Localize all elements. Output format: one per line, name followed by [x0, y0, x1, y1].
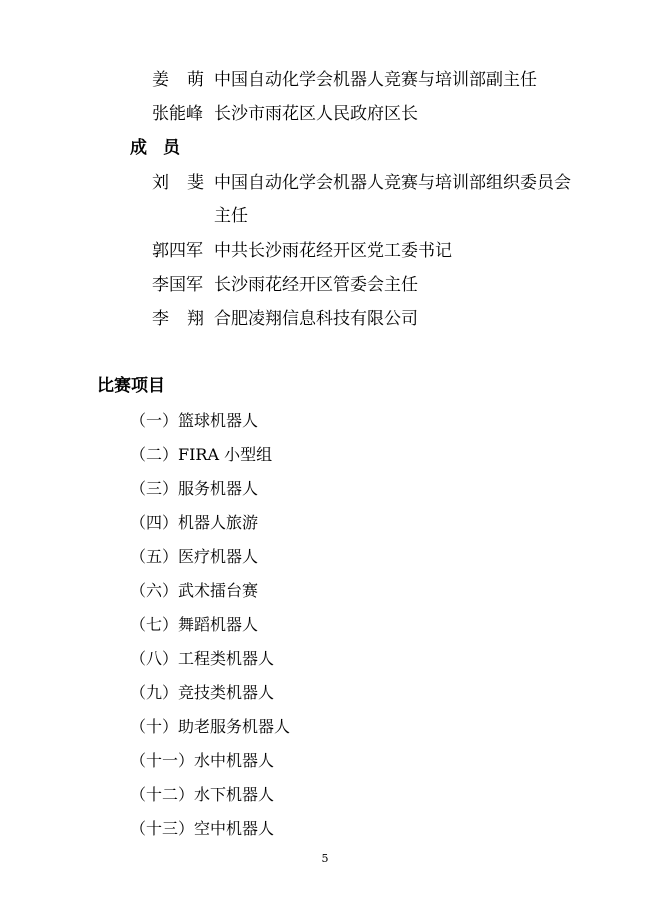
person-role: 中国自动化学会机器人竞赛与培训部组织委员会	[214, 173, 571, 193]
list-item: （一）篮球机器人	[130, 411, 259, 430]
list-item: （四）机器人旅游	[130, 513, 259, 532]
list-item: （七）舞蹈机器人	[130, 615, 259, 634]
list-item: （五）医疗机器人	[130, 547, 259, 566]
list-item: （二）FIRA 小型组	[130, 445, 273, 464]
person-role: 长沙雨花经开区管委会主任	[214, 275, 418, 295]
members-heading: 成 员	[130, 138, 180, 158]
person-name: 姜 萌	[152, 70, 204, 90]
list-item: （九）竞技类机器人	[130, 683, 275, 702]
person-name: 李 翔	[152, 309, 204, 329]
person-name: 郭四军	[152, 241, 203, 261]
list-item: （六）武术擂台赛	[130, 581, 259, 600]
person-role: 中共长沙雨花经开区党工委书记	[214, 241, 452, 261]
person-name: 刘 斐	[152, 173, 204, 193]
list-item: （十一）水中机器人	[130, 751, 275, 770]
person-role: 长沙市雨花区人民政府区长	[214, 104, 418, 124]
person-name: 张能峰	[152, 104, 203, 124]
member-role-continuation: 主任	[214, 206, 248, 226]
list-item: （十二）水下机器人	[130, 785, 275, 804]
person-role: 中国自动化学会机器人竞赛与培训部副主任	[214, 70, 537, 90]
list-item: （八）工程类机器人	[130, 649, 275, 668]
member-line-li-guojun	[152, 273, 418, 297]
page-number: 5	[321, 852, 329, 865]
committee-line-zhang	[152, 102, 418, 126]
person-name: 李国军	[152, 275, 203, 295]
member-line-li-xiang	[152, 307, 418, 331]
committee-line-jiang	[152, 68, 537, 92]
section-title: 比赛项目	[97, 376, 165, 396]
member-line-liu	[152, 171, 571, 195]
list-item: （三）服务机器人	[130, 479, 259, 498]
list-item: （十）助老服务机器人	[130, 717, 291, 736]
person-role: 合肥凌翔信息科技有限公司	[214, 309, 418, 329]
member-line-guo	[152, 239, 452, 263]
list-item: （十三）空中机器人	[130, 819, 275, 838]
